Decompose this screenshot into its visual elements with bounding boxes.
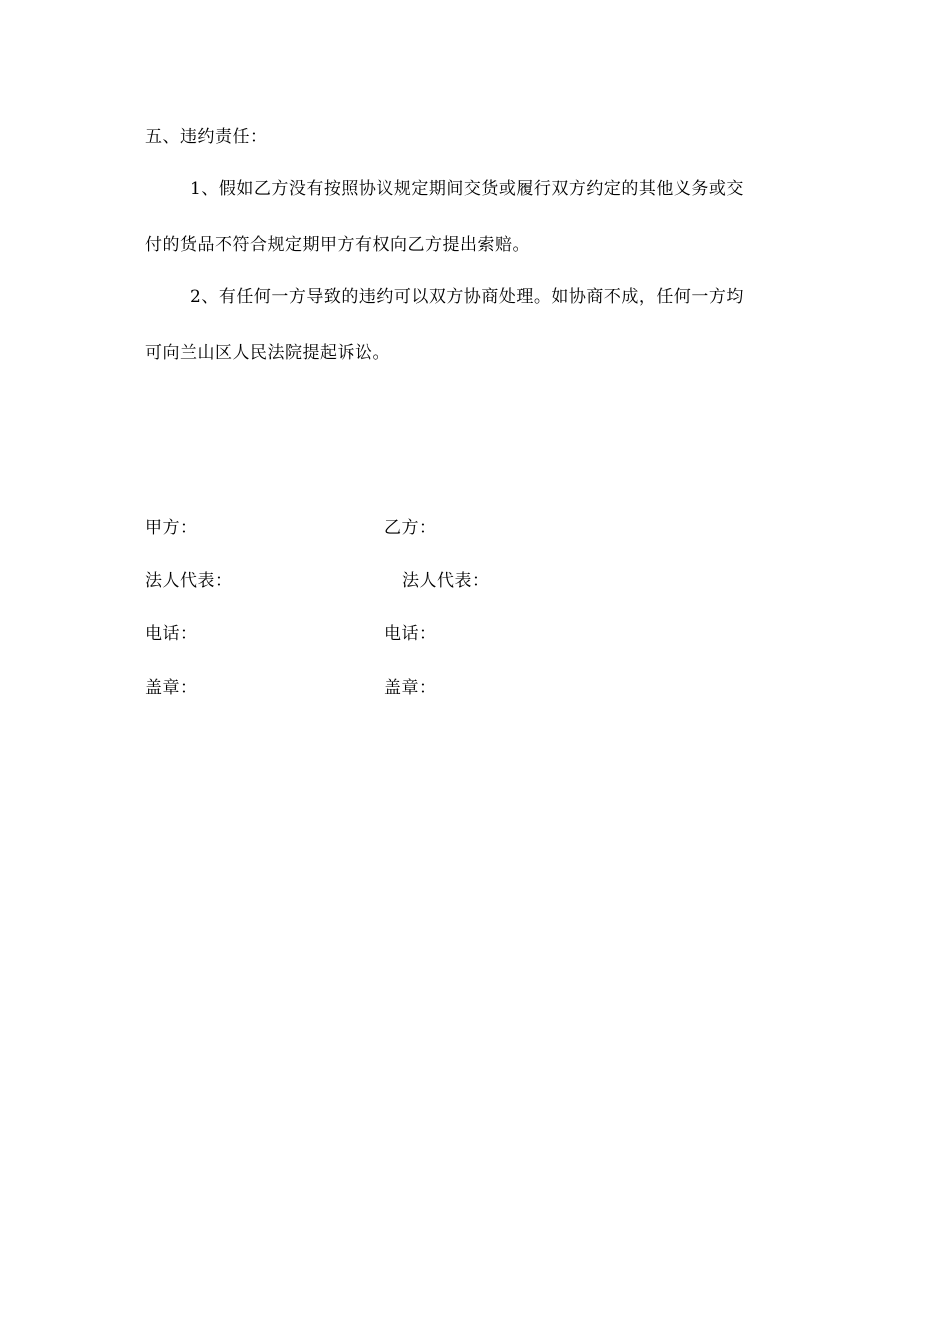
clause-1-line-1: 1、假如乙方没有按照协议规定期间交货或履行双方约定的其他义务或交: [190, 179, 744, 199]
party-b-phone-label: 电话：: [384, 624, 437, 644]
party-b-label: 乙方：: [384, 518, 437, 538]
party-b-seal-label: 盖章：: [384, 678, 437, 698]
clause-2-line-2: 可向兰山区人民法院提起诉讼。: [145, 343, 390, 363]
party-a-seal-label: 盖章：: [145, 678, 198, 698]
party-a-label: 甲方：: [145, 518, 198, 538]
party-a-rep-label: 法人代表：: [145, 571, 233, 591]
section-title: 五、违约责任：: [145, 127, 268, 147]
party-b-rep-label: 法人代表：: [402, 571, 490, 591]
clause-2-line-1: 2、有任何一方导致的违约可以双方协商处理。如协商不成，任何一方均: [190, 287, 744, 307]
party-a-phone-label: 电话：: [145, 624, 198, 644]
clause-1-line-2: 付的货品不符合规定期甲方有权向乙方提出索赔。: [145, 235, 530, 255]
